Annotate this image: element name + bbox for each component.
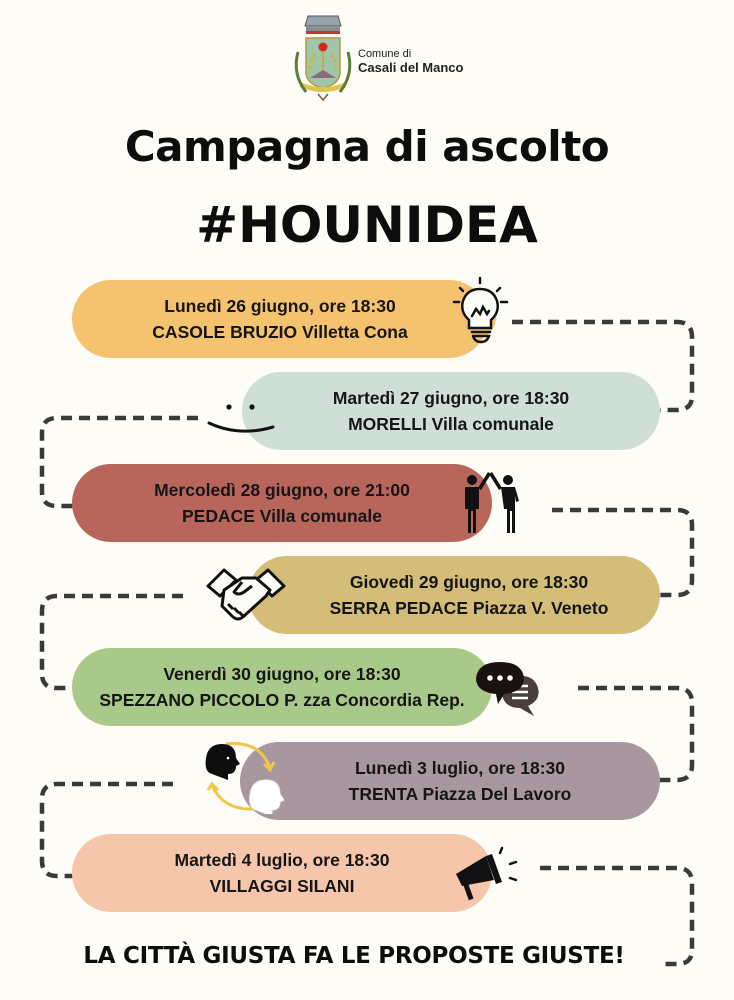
event-place: SERRA PEDACE Piazza V. Veneto (329, 598, 609, 618)
high-five-icon (458, 468, 530, 539)
event-place: PEDACE Villa comunale (181, 506, 383, 526)
event-place: CASOLE BRUZIO Villetta Cona (152, 322, 408, 342)
event-pill-7 (72, 834, 492, 912)
event-pill-3 (72, 464, 492, 542)
municipality-line1: Comune di (358, 48, 412, 60)
chat-bubbles-icon (470, 656, 556, 725)
page-title: Campagna di ascolto (124, 122, 610, 171)
event-pill-5 (72, 648, 492, 726)
smile-icon (206, 395, 276, 444)
event-date: Lunedì 26 giugno, ore 18:30 (164, 296, 396, 316)
exchange-heads-icon (198, 738, 298, 819)
event-date: Martedì 27 giugno, ore 18:30 (332, 388, 570, 408)
event-place: SPEZZANO PICCOLO P. zza Concordia Rep. (99, 690, 465, 710)
event-date: Martedì 4 luglio, ore 18:30 (174, 850, 390, 870)
event-place: TRENTA Piazza Del Lavoro (348, 784, 572, 804)
handshake-icon (204, 564, 288, 637)
event-pill-4 (248, 556, 660, 634)
event-place: MORELLI Villa comunale (348, 414, 554, 434)
municipality-name (358, 48, 463, 76)
footer-slogan: LA CITTÀ GIUSTA FA LE PROPOSTE GIUSTE! (83, 943, 625, 969)
event-date: Giovedì 29 giugno, ore 18:30 (349, 572, 589, 592)
event-place: VILLAGGI SILANI (209, 876, 355, 896)
event-date: Lunedì 3 luglio, ore 18:30 (354, 758, 566, 778)
hashtag-title: #HOUNIDEA (196, 196, 538, 254)
event-date: Mercoledì 28 giugno, ore 21:00 (154, 480, 410, 500)
event-pill-2 (242, 372, 660, 450)
megaphone-icon (452, 846, 524, 915)
event-date: Venerdì 30 giugno, ore 18:30 (163, 664, 401, 684)
lightbulb-icon (452, 276, 512, 351)
municipality-crest-logo (290, 12, 356, 108)
event-pill-1 (72, 280, 488, 358)
event-pill-6 (240, 742, 660, 820)
municipality-line2: Casali del Manco (358, 59, 464, 75)
